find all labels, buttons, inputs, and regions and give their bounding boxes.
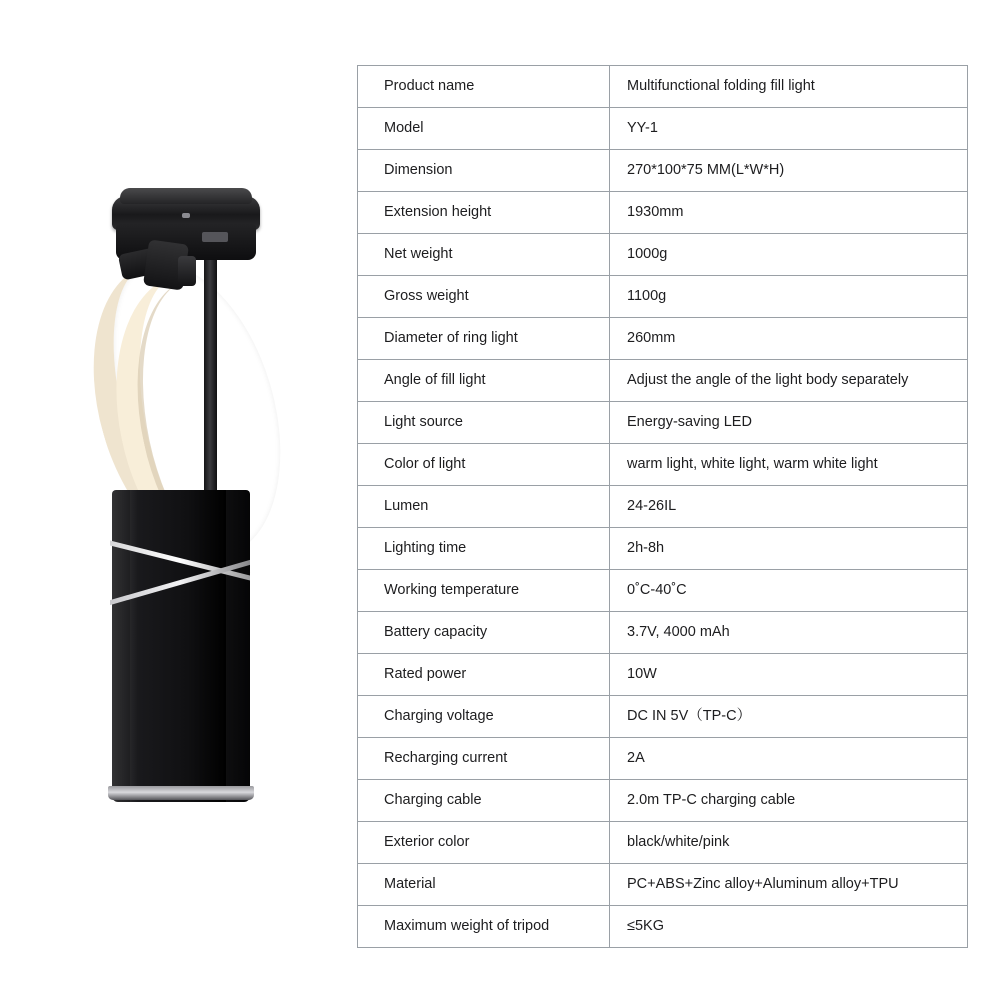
hinge-lower	[178, 256, 196, 286]
table-row	[358, 444, 968, 486]
spec-label: Extension height	[358, 192, 610, 234]
spec-label: Net weight	[358, 234, 610, 276]
product-image	[90, 180, 300, 820]
battery-tower-highlight	[112, 490, 138, 802]
spec-value: 2h-8h	[610, 528, 968, 570]
spec-label: Color of light	[358, 444, 610, 486]
spec-label: Material	[358, 864, 610, 906]
light-head-slot	[202, 232, 228, 242]
table-row	[358, 654, 968, 696]
table-row	[358, 864, 968, 906]
spec-value: ≤5KG	[610, 906, 968, 948]
spec-label: Maximum weight of tripod	[358, 906, 610, 948]
spec-value: warm light, white light, warm white light	[610, 444, 968, 486]
spec-label: Charging voltage	[358, 696, 610, 738]
table-row	[358, 612, 968, 654]
spec-value: 0˚C-40˚C	[610, 570, 968, 612]
table-row	[358, 108, 968, 150]
spec-value: Adjust the angle of the light body separately	[610, 360, 968, 402]
tower-base-foot	[108, 786, 254, 800]
table-row	[358, 234, 968, 276]
spec-label: Model	[358, 108, 610, 150]
spec-value: 1930mm	[610, 192, 968, 234]
table-row	[358, 780, 968, 822]
table-row	[358, 402, 968, 444]
spec-label: Lighting time	[358, 528, 610, 570]
spec-label: Recharging current	[358, 738, 610, 780]
table-row	[358, 570, 968, 612]
spec-label: Product name	[358, 66, 610, 108]
table-row	[358, 150, 968, 192]
light-head-indicator	[182, 213, 190, 218]
spec-value: 2A	[610, 738, 968, 780]
specification-table	[357, 65, 968, 948]
table-row	[358, 360, 968, 402]
spec-label: Working temperature	[358, 570, 610, 612]
spec-value: 1000g	[610, 234, 968, 276]
spec-label: Exterior color	[358, 822, 610, 864]
specification-table-body	[358, 66, 968, 948]
spec-value: 270*100*75 MM(L*W*H)	[610, 150, 968, 192]
table-row	[358, 906, 968, 948]
spec-label: Dimension	[358, 150, 610, 192]
spec-label: Diameter of ring light	[358, 318, 610, 360]
spec-label: Rated power	[358, 654, 610, 696]
spec-value: Multifunctional folding fill light	[610, 66, 968, 108]
spec-value: 1100g	[610, 276, 968, 318]
table-row	[358, 192, 968, 234]
spec-value: DC IN 5V（TP-C）	[610, 696, 968, 738]
spec-value: 10W	[610, 654, 968, 696]
spec-label: Battery capacity	[358, 612, 610, 654]
spec-value: YY-1	[610, 108, 968, 150]
table-row	[358, 738, 968, 780]
spec-label: Light source	[358, 402, 610, 444]
light-head-top	[120, 188, 252, 204]
spec-label: Angle of fill light	[358, 360, 610, 402]
telescopic-pole	[204, 254, 217, 504]
table-row	[358, 276, 968, 318]
table-row	[358, 822, 968, 864]
table-row	[358, 528, 968, 570]
battery-tower-face	[130, 490, 226, 802]
spec-value: PC+ABS+Zinc alloy+Aluminum alloy+TPU	[610, 864, 968, 906]
table-row	[358, 486, 968, 528]
spec-value: 260mm	[610, 318, 968, 360]
spec-label: Gross weight	[358, 276, 610, 318]
spec-value: black/white/pink	[610, 822, 968, 864]
spec-value: 3.7V, 4000 mAh	[610, 612, 968, 654]
spec-label: Lumen	[358, 486, 610, 528]
spec-value: 2.0m TP-C charging cable	[610, 780, 968, 822]
spec-label: Charging cable	[358, 780, 610, 822]
table-row	[358, 66, 968, 108]
spec-value: 24-26IL	[610, 486, 968, 528]
table-row	[358, 696, 968, 738]
table-row	[358, 318, 968, 360]
spec-value: Energy-saving LED	[610, 402, 968, 444]
